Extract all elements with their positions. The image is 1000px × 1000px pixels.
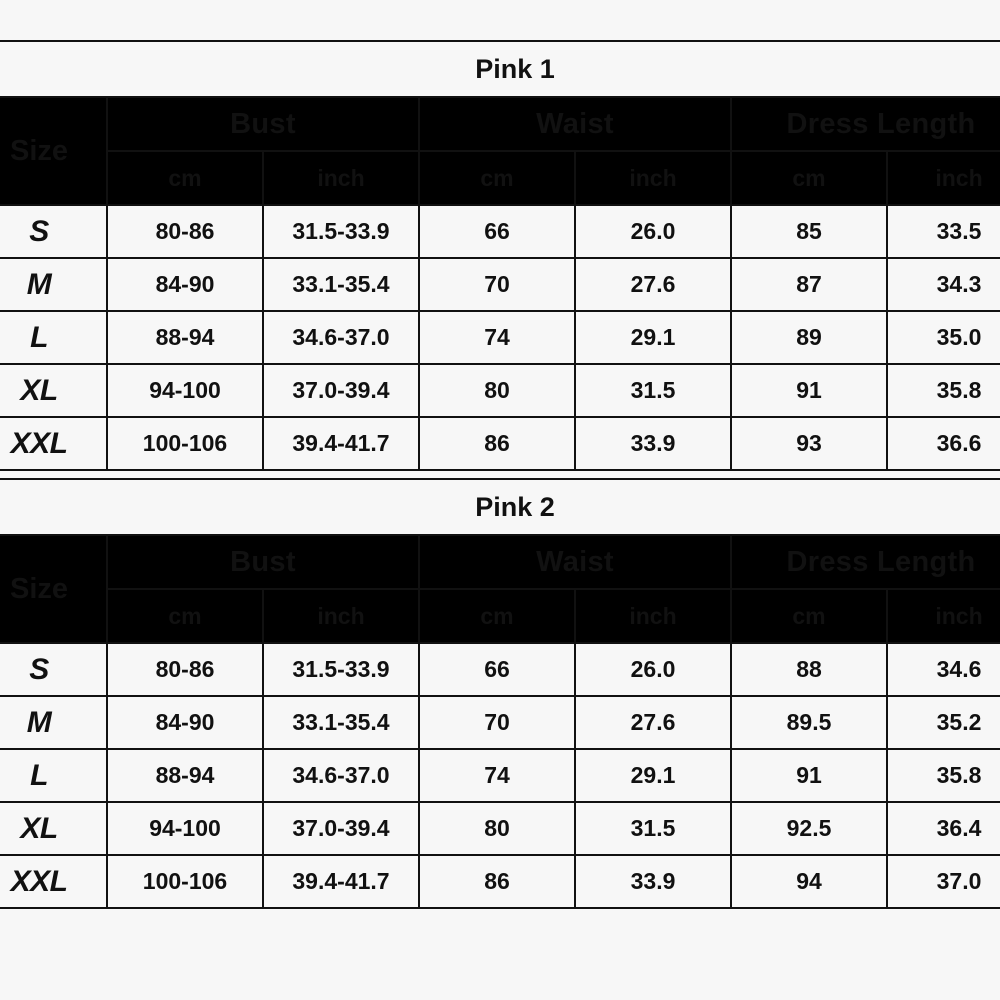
- dress-length-header: Dress Length: [731, 97, 1000, 151]
- dress-length-inch-value: 33.5: [887, 205, 1000, 258]
- waist-inch-header: inch: [575, 589, 731, 643]
- waist-cm-value: 66: [419, 643, 575, 696]
- waist-cm-value: 86: [419, 855, 575, 908]
- dress-length-inch-value: 36.4: [887, 802, 1000, 855]
- dress-length-inch-header: inch: [887, 589, 1000, 643]
- table-row: [0, 364, 1000, 417]
- dress-length-cm-value: 89: [731, 311, 887, 364]
- bust-cm-value: 84-90: [107, 258, 263, 311]
- dress-length-inch-value: 35.8: [887, 364, 1000, 417]
- bust-inch-value: 39.4-41.7: [263, 417, 419, 470]
- dress-length-cm-value: 91: [731, 749, 887, 802]
- waist-inch-value: 29.1: [575, 311, 731, 364]
- waist-header: Waist: [419, 535, 731, 589]
- waist-inch-value: 26.0: [575, 205, 731, 258]
- dress-length-cm-header: cm: [731, 589, 887, 643]
- table-title: [0, 40, 1000, 96]
- waist-inch-value: 27.6: [575, 258, 731, 311]
- table-row: [0, 696, 1000, 749]
- bust-inch-value: 37.0-39.4: [263, 802, 419, 855]
- bust-cm-value: 88-94: [107, 311, 263, 364]
- size-label: S: [0, 643, 107, 696]
- table-title-text: Pink 2: [475, 492, 555, 522]
- bust-inch-header: inch: [263, 589, 419, 643]
- waist-inch-value: 29.1: [575, 749, 731, 802]
- bust-inch-value: 34.6-37.0: [263, 749, 419, 802]
- dress-length-inch-value: 35.8: [887, 749, 1000, 802]
- table-row: [0, 855, 1000, 908]
- dress-length-cm-value: 93: [731, 417, 887, 470]
- table-row: [0, 205, 1000, 258]
- dress-length-inch-header: inch: [887, 151, 1000, 205]
- waist-cm-value: 74: [419, 311, 575, 364]
- bust-cm-header: cm: [107, 151, 263, 205]
- waist-cm-header: cm: [419, 151, 575, 205]
- waist-cm-value: 80: [419, 802, 575, 855]
- waist-header: Waist: [419, 97, 731, 151]
- bust-cm-value: 94-100: [107, 802, 263, 855]
- dress-length-inch-value: 37.0: [887, 855, 1000, 908]
- waist-cm-value: 80: [419, 364, 575, 417]
- bust-inch-value: 33.1-35.4: [263, 696, 419, 749]
- table-row: [0, 258, 1000, 311]
- table-row: [0, 749, 1000, 802]
- bust-header: Bust: [107, 535, 419, 589]
- size-label: S: [0, 205, 107, 258]
- bust-cm-value: 84-90: [107, 696, 263, 749]
- dress-length-inch-value: 35.0: [887, 311, 1000, 364]
- dress-length-header: Dress Length: [731, 535, 1000, 589]
- dress-length-cm-value: 92.5: [731, 802, 887, 855]
- table-row: [0, 802, 1000, 855]
- waist-inch-value: 33.9: [575, 417, 731, 470]
- bust-cm-value: 100-106: [107, 855, 263, 908]
- table-title: [0, 478, 1000, 534]
- size-label: M: [0, 696, 107, 749]
- dress-length-inch-value: 34.6: [887, 643, 1000, 696]
- bust-cm-value: 88-94: [107, 749, 263, 802]
- size-table: [0, 534, 1000, 909]
- size-table: [0, 96, 1000, 471]
- size-label: L: [0, 311, 107, 364]
- waist-inch-header: inch: [575, 151, 731, 205]
- waist-inch-value: 26.0: [575, 643, 731, 696]
- dress-length-cm-value: 91: [731, 364, 887, 417]
- dress-length-cm-value: 87: [731, 258, 887, 311]
- size-label: L: [0, 749, 107, 802]
- waist-cm-value: 66: [419, 205, 575, 258]
- bust-inch-header: inch: [263, 151, 419, 205]
- waist-inch-value: 31.5: [575, 802, 731, 855]
- waist-inch-value: 31.5: [575, 364, 731, 417]
- bust-inch-value: 33.1-35.4: [263, 258, 419, 311]
- bust-cm-value: 94-100: [107, 364, 263, 417]
- table-row: [0, 311, 1000, 364]
- bust-header: Bust: [107, 97, 419, 151]
- waist-cm-header: cm: [419, 589, 575, 643]
- bust-cm-value: 80-86: [107, 205, 263, 258]
- size-column-header: Size: [0, 535, 107, 643]
- size-label: XL: [0, 364, 107, 417]
- bust-cm-value: 80-86: [107, 643, 263, 696]
- table-row: [0, 417, 1000, 470]
- dress-length-cm-value: 94: [731, 855, 887, 908]
- dress-length-inch-value: 36.6: [887, 417, 1000, 470]
- bust-cm-header: cm: [107, 589, 263, 643]
- size-table-block-pink-2: [0, 478, 1000, 909]
- waist-cm-value: 74: [419, 749, 575, 802]
- dress-length-cm-value: 88: [731, 643, 887, 696]
- table-title-text: Pink 1: [475, 54, 555, 84]
- size-column-header: Size: [0, 97, 107, 205]
- size-table-block-pink-1: [0, 40, 1000, 471]
- waist-cm-value: 70: [419, 258, 575, 311]
- bust-inch-value: 39.4-41.7: [263, 855, 419, 908]
- size-label: XL: [0, 802, 107, 855]
- dress-length-inch-value: 35.2: [887, 696, 1000, 749]
- bust-cm-value: 100-106: [107, 417, 263, 470]
- dress-length-cm-value: 89.5: [731, 696, 887, 749]
- waist-inch-value: 33.9: [575, 855, 731, 908]
- bust-inch-value: 31.5-33.9: [263, 643, 419, 696]
- size-rows: [0, 643, 1000, 908]
- dress-length-inch-value: 34.3: [887, 258, 1000, 311]
- size-label: M: [0, 258, 107, 311]
- size-rows: [0, 205, 1000, 470]
- dress-length-cm-header: cm: [731, 151, 887, 205]
- bust-inch-value: 37.0-39.4: [263, 364, 419, 417]
- waist-cm-value: 86: [419, 417, 575, 470]
- waist-cm-value: 70: [419, 696, 575, 749]
- table-row: [0, 643, 1000, 696]
- bust-inch-value: 34.6-37.0: [263, 311, 419, 364]
- waist-inch-value: 27.6: [575, 696, 731, 749]
- size-label: XXL: [0, 855, 107, 908]
- size-label: XXL: [0, 417, 107, 470]
- bust-inch-value: 31.5-33.9: [263, 205, 419, 258]
- dress-length-cm-value: 85: [731, 205, 887, 258]
